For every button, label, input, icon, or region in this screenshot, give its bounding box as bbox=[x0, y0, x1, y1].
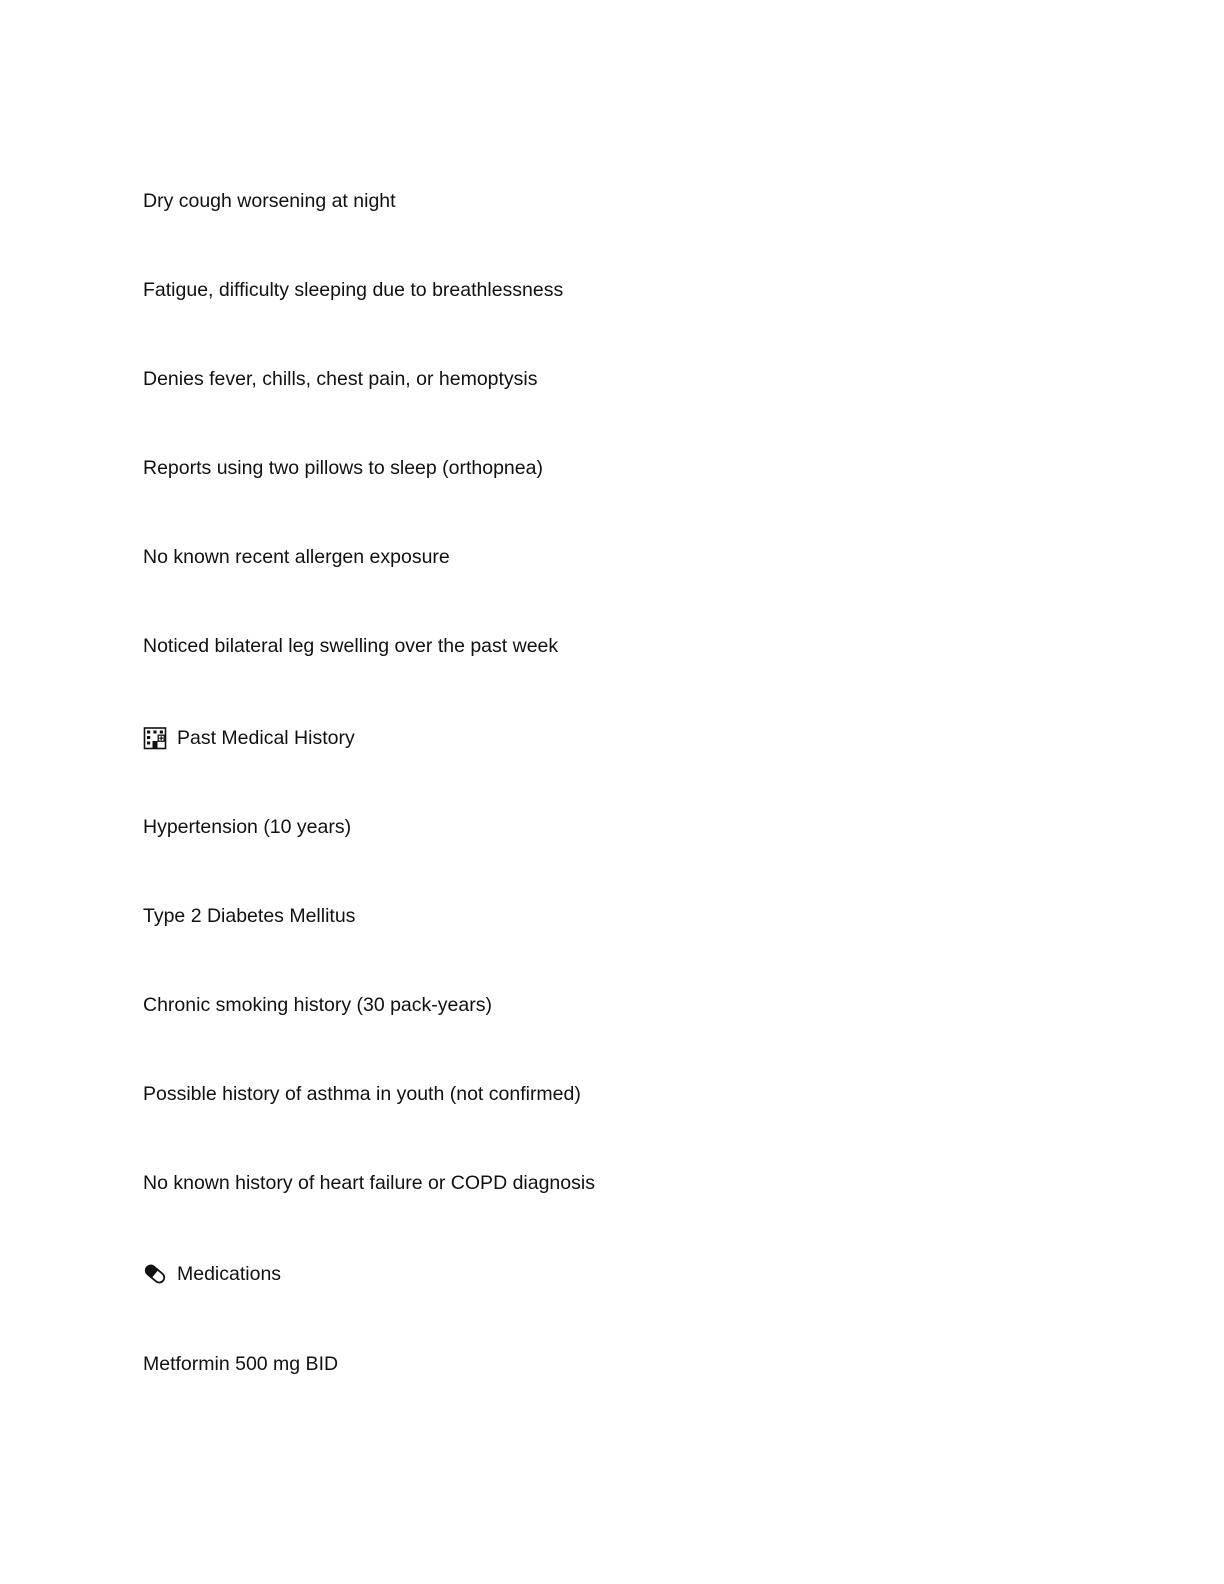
symptom-item: Reports using two pillows to sleep (orthopnea) bbox=[143, 457, 543, 479]
symptom-item: Dry cough worsening at night bbox=[143, 190, 396, 212]
medications-heading bbox=[143, 1262, 281, 1286]
symptom-item: No known recent allergen exposure bbox=[143, 546, 450, 568]
symptom-item: Noticed bilateral leg swelling over the past week bbox=[143, 635, 559, 657]
past-medical-history-heading bbox=[143, 726, 355, 750]
symptom-item: Fatigue, difficulty sleeping due to breathlessness bbox=[143, 279, 564, 301]
hospital-icon bbox=[143, 726, 167, 750]
history-item: Hypertension (10 years) bbox=[143, 816, 352, 838]
symptom-item: Denies fever, chills, chest pain, or hemoptysis bbox=[143, 368, 538, 390]
history-item: Chronic smoking history (30 pack-years) bbox=[143, 994, 492, 1016]
history-item: No known history of heart failure or COPD diagnosis bbox=[143, 1172, 595, 1194]
history-item: Type 2 Diabetes Mellitus bbox=[143, 905, 356, 927]
medication-item: Metformin 500 mg BID bbox=[143, 1353, 339, 1375]
pill-icon bbox=[143, 1262, 167, 1286]
history-item: Possible history of asthma in youth (not confirmed) bbox=[143, 1083, 581, 1105]
section-heading-label: Past Medical History bbox=[177, 727, 355, 749]
section-heading-label: Medications bbox=[177, 1263, 282, 1285]
